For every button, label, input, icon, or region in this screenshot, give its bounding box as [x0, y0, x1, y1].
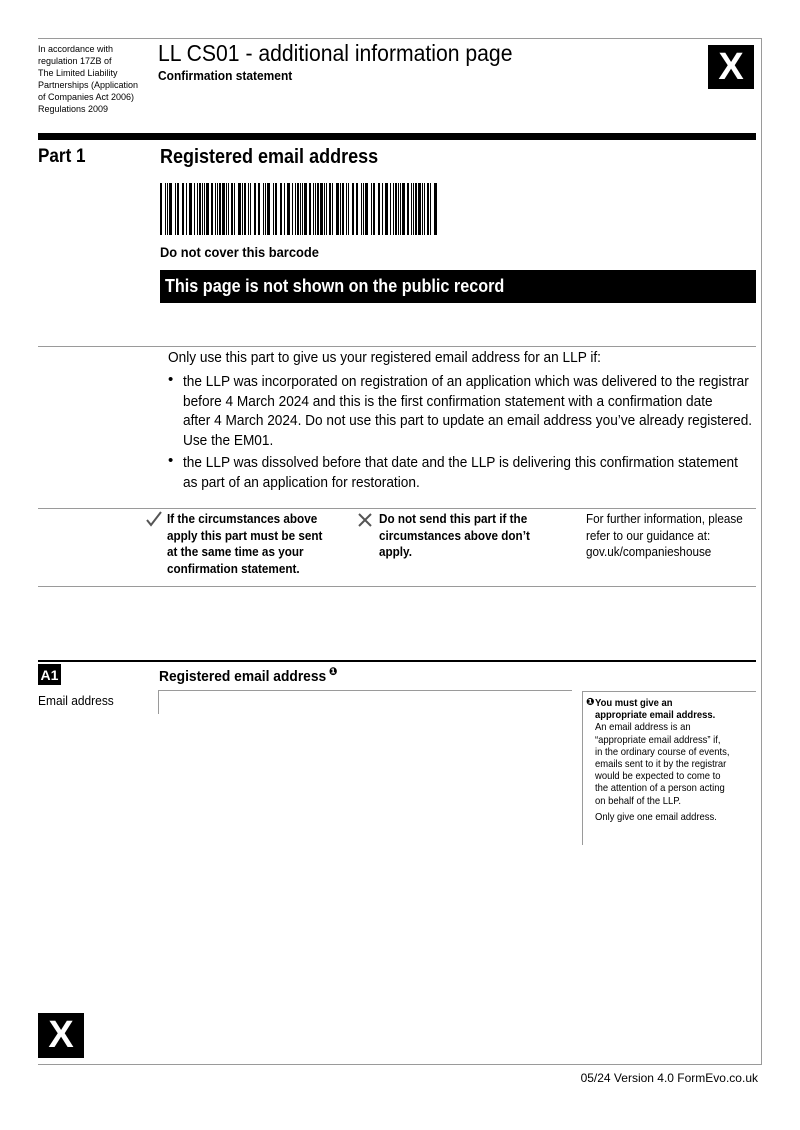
barcode-bar: [378, 183, 380, 235]
instruction-line: confirmation statement.: [167, 560, 300, 576]
barcode-bar: [398, 183, 399, 235]
barcode-bar: [211, 183, 213, 235]
divider: [38, 508, 756, 509]
barcode-bar: [300, 183, 301, 235]
barcode-bar: [175, 183, 176, 235]
barcode-bar: [422, 183, 423, 235]
barcode-bar: [194, 183, 195, 235]
barcode-bar: [430, 183, 431, 235]
guidance-heading-line: appropriate email address.: [595, 709, 716, 722]
barcode-bar: [206, 183, 209, 235]
guidance-heading-line: You must give an: [595, 697, 673, 709]
instruction-line: Do not send this part if the: [379, 511, 528, 526]
send-instruction: [167, 511, 322, 577]
bullet-line: as part of an application for restoration.: [183, 473, 420, 491]
frame-right-border: [761, 38, 762, 1065]
instruction-line: If the circumstances above: [167, 511, 318, 526]
barcode-bar: [400, 183, 401, 235]
barcode-bar: [309, 183, 311, 235]
barcode-bar: [222, 183, 225, 235]
do-not-send-instruction: [379, 511, 530, 561]
barcode-bar: [189, 183, 192, 235]
guidance-link[interactable]: gov.uk/companieshouse: [586, 544, 712, 559]
barcode-bar: [263, 183, 264, 235]
barcode-bar: [217, 183, 218, 235]
barcode-bar: [413, 183, 414, 235]
instruction-line: at the same time as your: [167, 544, 304, 559]
barcode-bar: [219, 183, 221, 235]
bullet-line: after 4 March 2024. Do not use this part to update an email address you’ve already registered.: [183, 412, 753, 429]
section-title: [159, 665, 338, 685]
barcode: [160, 183, 438, 235]
barcode-bar: [402, 183, 405, 235]
barcode-bar: [342, 183, 344, 235]
x-mark-icon: X: [38, 1013, 84, 1058]
barcode-bar: [340, 183, 341, 235]
guidance-line: would be expected to come to: [595, 770, 721, 783]
info-icon: ❶: [328, 666, 338, 678]
barcode-bar: [226, 183, 227, 235]
check-icon: [145, 510, 163, 528]
barcode-bar: [267, 183, 270, 235]
barcode-bar: [186, 183, 187, 235]
barcode-bar: [275, 183, 277, 235]
barcode-bar: [228, 183, 229, 235]
barcode-bar: [373, 183, 375, 235]
guidance-line: emails sent to it by the registrar: [595, 758, 727, 771]
barcode-bar: [407, 183, 409, 235]
barcode-bar: [395, 183, 397, 235]
barcode-bar: [415, 183, 417, 235]
instruction-line: apply this part must be sent: [167, 527, 323, 543]
barcode-bar: [427, 183, 429, 235]
barcode-bar: [329, 183, 331, 235]
barcode-bar: [393, 183, 394, 235]
barcode-bar: [244, 183, 246, 235]
barcode-bar: [182, 183, 184, 235]
barcode-bar: [238, 183, 241, 235]
barcode-bar: [302, 183, 303, 235]
section-badge: A1: [38, 664, 61, 685]
barcode-bar: [365, 183, 368, 235]
barcode-bar: [254, 183, 256, 235]
barcode-bar: [197, 183, 198, 235]
barcode-bar: [295, 183, 296, 235]
regulation-line: In accordance with: [38, 44, 114, 54]
section-title-text: Registered email address: [159, 668, 327, 685]
barcode-bar: [242, 183, 243, 235]
barcode-bar: [204, 183, 205, 235]
public-record-notice: This page is not shown on the public record: [165, 276, 505, 296]
barcode-bar: [326, 183, 327, 235]
barcode-bar: [320, 183, 323, 235]
barcode-bar: [390, 183, 391, 235]
barcode-bar: [169, 183, 172, 235]
regulation-line: of Companies Act 2006): [38, 92, 135, 102]
barcode-bar: [250, 183, 251, 235]
cross-icon: [357, 512, 373, 528]
barcode-bar: [248, 183, 249, 235]
section-a1-rule: [38, 660, 756, 662]
barcode-bar: [315, 183, 316, 235]
regulation-line: Regulations 2009: [38, 104, 109, 114]
public-record-banner: [160, 270, 756, 303]
barcode-bar: [231, 183, 233, 235]
barcode-bar: [324, 183, 325, 235]
further-info: [586, 511, 743, 561]
x-mark-icon: X: [708, 45, 754, 89]
part-title: Registered email address: [160, 146, 379, 168]
barcode-bar: [167, 183, 168, 235]
guidance-line: An email address is an: [595, 721, 691, 734]
email-field[interactable]: [158, 691, 572, 714]
regulation-line: regulation 17ZB of: [38, 56, 112, 66]
barcode-bar: [287, 183, 290, 235]
barcode-bar: [202, 183, 203, 235]
footer-version: 05/24 Version 4.0 FormEvo.co.uk: [580, 1071, 758, 1085]
bullet-line: the LLP was dissolved before that date and the LLP is delivering this confirmation statement: [183, 454, 738, 471]
guidance-top-border: [582, 691, 756, 692]
barcode-bar: [160, 183, 162, 235]
barcode-bar: [199, 183, 201, 235]
barcode-bar: [273, 183, 274, 235]
barcode-bar: [234, 183, 235, 235]
barcode-bar: [346, 183, 347, 235]
guidance-line: on behalf of the LLP.: [595, 794, 682, 807]
instruction-line: apply.: [379, 544, 412, 559]
barcode-bar: [385, 183, 388, 235]
intro-text: Only use this part to give us your registered email address for an LLP if:: [168, 349, 601, 366]
info-line: refer to our guidance at:: [586, 527, 711, 543]
regulation-line: Partnerships (Application: [38, 80, 139, 90]
info-line: For further information, please: [586, 511, 743, 526]
guidance-line: the attention of a person acting: [595, 782, 725, 795]
part-label: Part 1: [38, 146, 86, 167]
guidance-line: Only give one email address.: [595, 810, 717, 823]
barcode-bar: [165, 183, 166, 235]
divider: [38, 586, 756, 587]
barcode-bar: [280, 183, 282, 235]
barcode-bar: [304, 183, 307, 235]
barcode-bar: [424, 183, 425, 235]
barcode-bar: [361, 183, 362, 235]
guidance-line: in the ordinary course of events,: [595, 745, 730, 758]
email-field-label: Email address: [38, 693, 114, 708]
divider: [38, 346, 756, 347]
regulation-text: [38, 43, 148, 115]
frame-bottom-border: [38, 1064, 762, 1065]
bullet-line: the LLP was incorporated on registration of an application which was delivered to the registrar: [183, 373, 749, 390]
bullet-dot: •: [168, 452, 174, 469]
barcode-bar: [297, 183, 299, 235]
instruction-line: circumstances above don’t: [379, 527, 530, 543]
barcode-bar: [313, 183, 314, 235]
barcode-bar: [332, 183, 333, 235]
bullet-line: Use the EM01.: [183, 431, 274, 449]
barcode-bar: [292, 183, 293, 235]
regulation-line: The Limited Liability: [38, 68, 118, 78]
form-title: LL CS01 - additional information page: [158, 40, 513, 66]
barcode-bar: [258, 183, 260, 235]
barcode-bar: [352, 183, 354, 235]
section-divider: [38, 133, 756, 140]
guidance-text: [595, 697, 729, 823]
barcode-bar: [284, 183, 285, 235]
barcode-bar: [356, 183, 358, 235]
barcode-bar: [265, 183, 266, 235]
bullet-line: before 4 March 2024 and this is the first confirmation statement with a confirmation date: [183, 392, 713, 410]
form-subtitle: Confirmation statement: [158, 68, 293, 83]
barcode-bar: [418, 183, 421, 235]
bullet-item: [183, 372, 752, 450]
barcode-note: Do not cover this barcode: [160, 244, 319, 260]
barcode-bar: [411, 183, 412, 235]
bullet-item: [183, 453, 738, 492]
barcode-bar: [382, 183, 383, 235]
barcode-bar: [348, 183, 349, 235]
guidance-line: “appropriate email address” if,: [595, 733, 721, 746]
barcode-bar: [317, 183, 319, 235]
barcode-bar: [434, 183, 437, 235]
barcode-bar: [336, 183, 339, 235]
barcode-bar: [371, 183, 372, 235]
barcode-bar: [363, 183, 364, 235]
barcode-bar: [215, 183, 216, 235]
barcode-bar: [177, 183, 179, 235]
bullet-dot: •: [168, 371, 174, 388]
info-icon: ❶: [586, 697, 595, 708]
guidance-left-border: [582, 691, 583, 845]
